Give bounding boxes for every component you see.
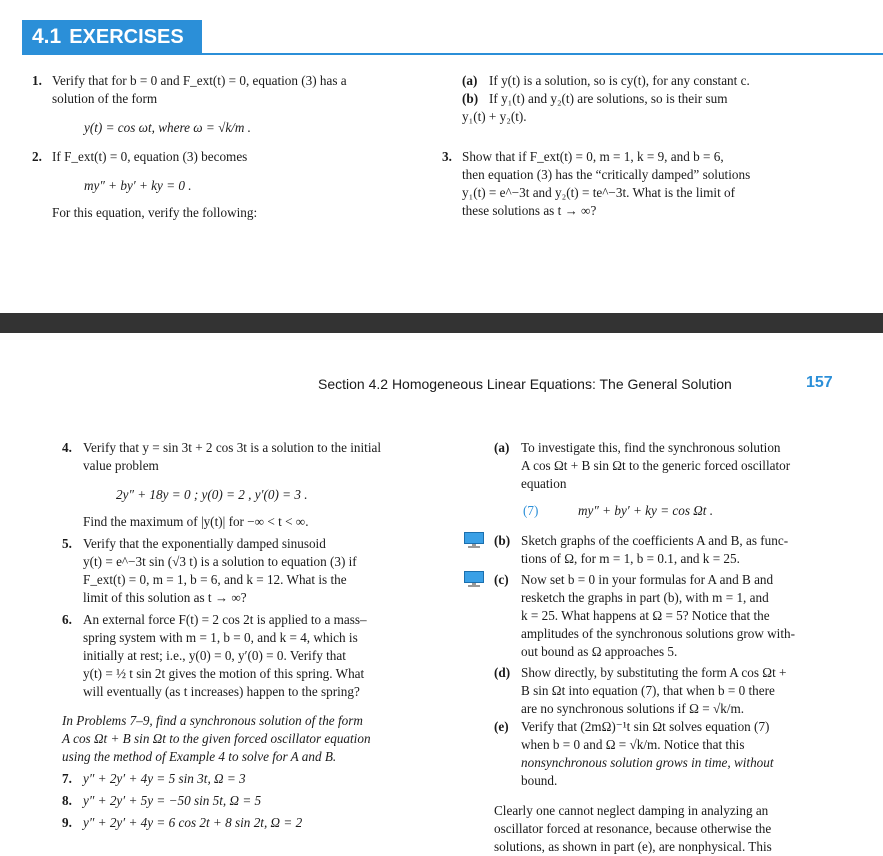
section-number: 4.1	[32, 25, 62, 48]
equation-7: my″ + by′ + ky = cos Ωt .	[578, 503, 714, 518]
closing-paragraph: Clearly one cannot neglect damping in analyzing an	[494, 803, 769, 818]
closing-paragraph: solutions, as shown in part (e), are nonphysical. This	[494, 839, 772, 854]
exercise-7-equation: y″ + 2y′ + 4y = 5 sin 3t, Ω = 3	[83, 771, 246, 786]
exercise-2-number: 2.	[32, 149, 42, 164]
exercise-2b-text: If y₁(t) and y₂(t) are solutions, so is their sum	[489, 91, 728, 106]
exercise-3-text: these solutions as t → ∞?	[462, 203, 597, 218]
part-d-text: are no synchronous solutions if Ω = √k/m.	[521, 701, 745, 716]
closing-paragraph: oscillator forced at resonance, because otherwise the	[494, 821, 772, 836]
exercise-7-number: 7.	[62, 771, 72, 786]
part-d-label: (d)	[494, 665, 511, 680]
exercise-5-text: Verify that the exponentially damped sinusoid	[83, 536, 326, 551]
problems-7-9-instructions: In Problems 7–9, find a synchronous solution of the form	[62, 713, 363, 728]
part-b-text: Sketch graphs of the coefficients A and B, as func-	[521, 533, 789, 548]
exercise-5-text: y(t) = e^−3t sin (√3 t) is a solution to equation (3) if	[83, 554, 357, 569]
part-e-text: when b = 0 and Ω = √k/m. Notice that this	[521, 737, 745, 752]
exercise-8-number: 8.	[62, 793, 72, 808]
exercise-2a-label: (a)	[462, 73, 478, 88]
part-b-label: (b)	[494, 533, 511, 548]
exercise-1-equation: y(t) = cos ωt, where ω = √k/m .	[84, 120, 251, 135]
part-a-label: (a)	[494, 440, 510, 455]
exercise-1-text: solution of the form	[52, 91, 158, 106]
exercise-9-number: 9.	[62, 815, 72, 830]
exercise-6-text: y(t) = ½ t sin 2t gives the motion of this spring. What	[83, 666, 365, 681]
exercise-2b-label: (b)	[462, 91, 479, 106]
part-c-label: (c)	[494, 572, 509, 587]
exercise-1-text: Verify that for b = 0 and F_ext(t) = 0, equation (3) has a	[52, 73, 347, 88]
part-c-text: Now set b = 0 in your formulas for A and B and	[521, 572, 774, 587]
exercise-4-equation: 2y″ + 18y = 0 ; y(0) = 2 , y′(0) = 3 .	[116, 487, 308, 502]
page-separator	[0, 313, 883, 333]
part-e-text: nonsynchronous solution grows in time, without	[521, 755, 774, 770]
exercise-3-text: y₁(t) = e^−3t and y₂(t) = te^−3t. What is the limit of	[462, 185, 736, 200]
exercise-3-text: then equation (3) has the “critically damped” solutions	[462, 167, 751, 182]
exercise-6-text: spring system with m = 1, b = 0, and k = 4, which is	[83, 630, 358, 645]
part-c-text: k = 25. What happens at Ω = 5? Notice that the	[521, 608, 770, 623]
exercise-4-text: Verify that y = sin 3t + 2 cos 3t is a solution to the initial	[83, 440, 382, 455]
section-title: EXERCISES	[69, 26, 184, 48]
problems-7-9-instructions: using the method of Example 4 to solve for A and B.	[62, 749, 337, 764]
part-a-text: A cos Ωt + B sin Ωt to the generic forced oscillator	[521, 458, 791, 473]
equation-7-number: (7)	[523, 503, 539, 518]
exercise-5-number: 5.	[62, 536, 72, 551]
part-d-text: B sin Ωt into equation (7), that when b = 0 there	[521, 683, 775, 698]
exercise-5-text: F_ext(t) = 0, m = 1, b = 6, and k = 12. What is the	[83, 572, 347, 587]
part-e-text: Verify that (2mΩ)⁻¹t sin Ωt solves equation (7)	[521, 719, 770, 734]
part-e-label: (e)	[494, 719, 509, 734]
exercise-4-text: value problem	[83, 458, 159, 473]
page-number: 157	[806, 374, 833, 391]
exercise-9-equation: y″ + 2y′ + 4y = 6 cos 2t + 8 sin 2t, Ω = 2	[83, 815, 303, 830]
exercise-2b-text: y₁(t) + y₂(t).	[462, 109, 527, 124]
exercise-2-text: For this equation, verify the following:	[52, 205, 258, 220]
part-e-text: bound.	[521, 773, 558, 788]
computer-icon	[463, 571, 485, 587]
part-a-text: equation	[521, 476, 567, 491]
exercise-3-text: Show that if F_ext(t) = 0, m = 1, k = 9, and b = 6,	[462, 149, 724, 164]
exercise-3-number: 3.	[442, 149, 452, 164]
section-header	[22, 20, 202, 54]
exercise-6-text: initially at rest; i.e., y(0) = 0, y′(0) = 0. Verify that	[83, 648, 346, 663]
part-d-text: Show directly, by substituting the form A cos Ωt +	[521, 665, 787, 680]
exercise-1-number: 1.	[32, 73, 42, 88]
exercise-6-text: An external force F(t) = 2 cos 2t is applied to a mass–	[83, 612, 367, 627]
exercise-5-text: limit of this solution as t → ∞?	[83, 590, 247, 605]
part-a-text: To investigate this, find the synchronous solution	[521, 440, 781, 455]
running-header: Section 4.2 Homogeneous Linear Equations: The General Solution	[318, 376, 732, 392]
exercise-2-equation: my″ + by′ + ky = 0 .	[84, 178, 192, 193]
exercise-4-text: Find the maximum of |y(t)| for −∞ < t < ∞.	[83, 514, 309, 529]
computer-icon	[463, 532, 485, 548]
exercise-8-equation: y″ + 2y′ + 5y = −50 sin 5t, Ω = 5	[83, 793, 262, 808]
part-c-text: resketch the graphs in part (b), with m = 1, and	[521, 590, 769, 605]
part-c-text: amplitudes of the synchronous solutions grow with-	[521, 626, 795, 641]
exercise-2a-text: If y(t) is a solution, so is cy(t), for any constant c.	[489, 73, 750, 88]
exercise-6-number: 6.	[62, 612, 72, 627]
part-b-text: tions of Ω, for m = 1, b = 0.1, and k = 25.	[521, 551, 740, 566]
problems-7-9-instructions: A cos Ωt + B sin Ωt to the given forced oscillator equation	[62, 731, 371, 746]
exercise-6-text: will eventually (as t increases) happen to the spring?	[83, 684, 360, 699]
exercise-4-number: 4.	[62, 440, 72, 455]
exercise-2-text: If F_ext(t) = 0, equation (3) becomes	[52, 149, 248, 164]
part-c-text: out bound as Ω approaches 5.	[521, 644, 678, 659]
